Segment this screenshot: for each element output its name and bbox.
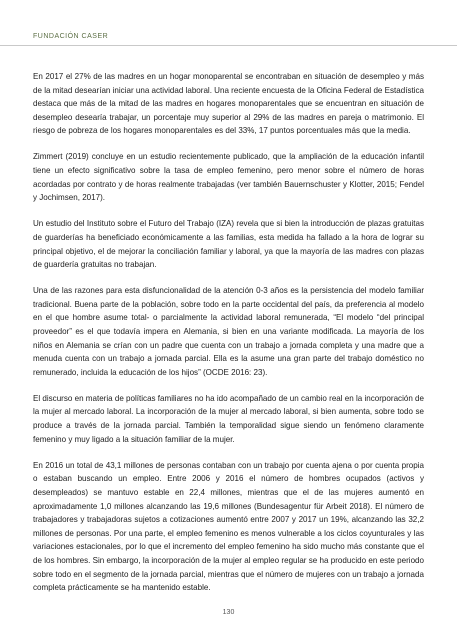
paragraph-4: Una de las razones para esta disfuncionalidad de la atención 0-3 años es la persistencia del modelo familiar tradicional. Buena parte de la población, sobre todo en la parte occidental del país, da preferencia al modelo en el que hombre asume total- o parcialmente la actividad laboral remunerada, “El modelo “del principal proveedor” es el que todavía impera en Alemania, si bien en una variante modificada. La mayoría de los niños en Alemania se crían con un padre que cuenta con un trabajo a jornada completa y una madre que a menuda cuenta con un trabajo a jornada parcial. Ella es la asume una gran parte del trabajo doméstico no remunerado, incluida la educación de los hijos” (OCDE 2016: 23). — [33, 286, 424, 377]
paragraph-5: El discurso en materia de políticas familiares no ha ido acompañado de un cambio real en la incorporación de la mujer al mercado laboral. La incorporación de la mujer al mercado laboral, si bien aumenta, sobre todo se produce a través de la jornada parcial. También la temporalidad sigue siendo un fenómeno claramente femenino y muy ligado a la situación familiar de la mujer. — [33, 393, 424, 444]
paragraph-1: En 2017 el 27% de las madres en un hogar monoparental se encontraban en situación de desempleo y más de la mitad desearían iniciar una actividad laboral. Una reciente encuesta de la Oficina Federal de Estadística destaca que más de la mitad de las madres en hogares monoparentales que se encuentran en situación de desempleo desearía trabajar, un porcentaje muy superior al 29% de las madres en pareja o matrimonio. El riesgo de pobreza de los hogares monoparentales es del 33%, 17 puntos porcentuales más que la media. — [33, 72, 424, 136]
paragraph-6: En 2016 un total de 43,1 millones de personas contaban con un trabajo por cuenta ajena o por cuenta propia o estaban buscando un empleo. Entre 2006 y 2016 el número de hombres ocupados (activos y desempleados) se mantuvo estable en 22,4 millones, mientras que el de las mujeres aumentó en aproximadamente 1,0 millones alcanzando las 19,6 millones (Bundesagentur für Arbeit 2018). El número de trabajadores y trabajadoras sujetos a cotizaciones aumentó entre 2007 y 2017 un 19%, alcanzando las 32,2 millones de personas. Por una parte, el empleo femenino es menos vulnerable a los ciclos coyunturales y las variaciones estacionales, por lo que el incremento del empleo femenino ha sido mucho más constante que el de los hombres. Sin embargo, la incorporación de la mujer al empleo regular se ha producido en este periodo sobre todo en el segmento de la jornada parcial, mientras que el número de mujeres con un trabajo a jornada completa prácticamente se ha mantenido estable. — [33, 460, 424, 593]
page-number: 130 — [222, 609, 235, 616]
paragraph-3: Un estudio del Instituto sobre el Futuro del Trabajo (IZA) revela que si bien la introducción de plazas gratuitas de guarderías ha beneficiado económicamente a las familias, esta medida ha fallado a la hora de lograr su principal objetivo, el de mejorar la conciliación familiar y laboral, ya que la mayoría de las madres con plazas de guardería gratuitas no trabajan. — [33, 219, 424, 270]
body-text — [33, 70, 424, 607]
paragraph-2: Zimmert (2019) concluye en un estudio recientemente publicado, que la ampliación de la educación infantil tiene un efecto significativo sobre la tasa de empleo femenino, pero menor sobre el número de horas acordadas por contrato y de horas realmente trabajadas (ver también Bauernschuster y Klotter, 2015; Fendel y Jochimsen, 2017). — [33, 152, 424, 203]
header-divider — [0, 45, 457, 46]
running-header: FUNDACIÓN CASER — [33, 33, 109, 40]
